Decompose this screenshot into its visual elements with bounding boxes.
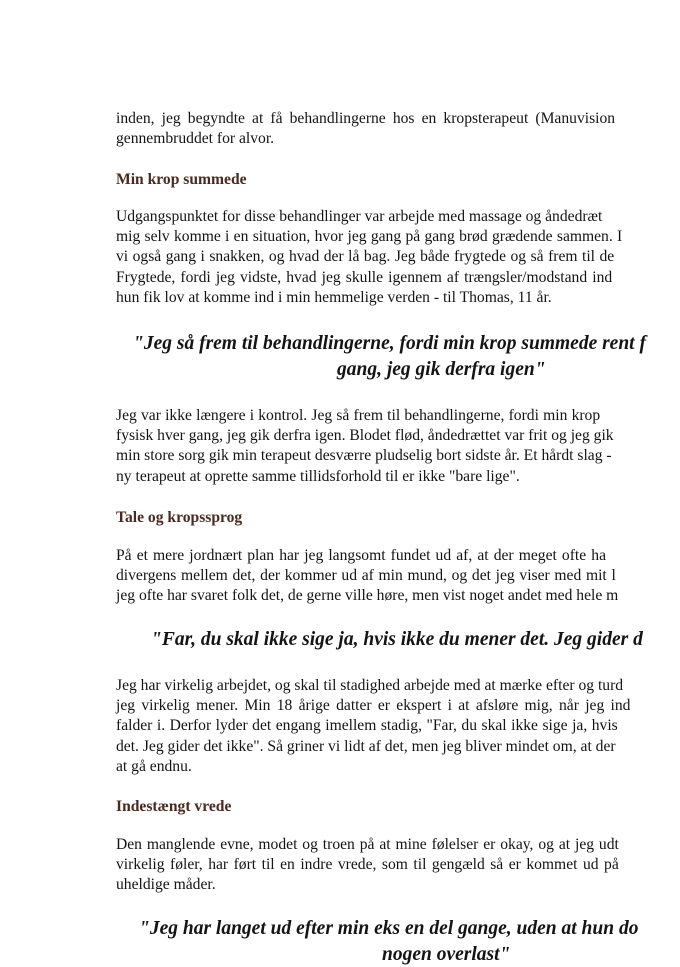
- paragraph-line: På et mere jordnært plan har jeg langsomt fundet ud af, at der meget ofte ha: [116, 547, 606, 564]
- pull-quote-line: nogen overlast": [382, 944, 511, 965]
- paragraph-line: at gå endnu.: [116, 757, 192, 775]
- paragraph-line: Frygtede, fordi jeg vidste, hvad jeg skulle igennem af trængsler/modstand ind: [116, 268, 613, 286]
- paragraph-line: Jeg var ikke længere i kontrol. Jeg så frem til behandlingerne, fordi min krop: [116, 407, 601, 424]
- section-heading: Tale og kropssprog: [116, 509, 243, 526]
- paragraph-line: min store sorg gik min terapeut desværre pludselig bort sidste år. Et hårdt slag -: [116, 447, 612, 465]
- paragraph-line: det. Jeg gider det ikke". Så griner vi lidt af det, men jeg bliver mindet om, at der: [116, 737, 616, 755]
- paragraph-line: Den manglende evne, modet og troen på at mine følelser er okay, og at jeg udt: [116, 836, 619, 853]
- pull-quote-line: gang, jeg gik derfra igen": [337, 359, 546, 380]
- pull-quote-line: "Far, du skal ikke sige ja, hvis ikke du mener det. Jeg gider d: [151, 629, 643, 650]
- paragraph-line: hun fik lov at komme ind i min hemmelige verden - til Thomas, 11 år.: [116, 288, 552, 306]
- paragraph-line: jeg virkelig mener. Min 18 årige datter er ekspert i at afsløre mig, når jeg ind: [116, 697, 631, 715]
- section-paragraph: [116, 406, 614, 487]
- paragraph-line: fysisk hver gang, jeg gik derfra igen. Blodet flød, åndedrættet var frit og jeg gik: [116, 427, 614, 445]
- paragraph-line: falder i. Derfor lyder det engang imellem stadig, "Far, du skal ikke sige ja, hvis: [116, 717, 618, 735]
- paragraph-line: virkelig føler, har ført til en indre vrede, som til gengæld så er kommet ud på: [116, 856, 619, 874]
- paragraph-line: vi også gang i snakken, og hvad der lå bag. Jeg både frygtede og så frem til de: [116, 248, 615, 266]
- paragraph-line: divergens mellem det, der kommer ud af min mund, og det jeg viser med mit l: [116, 567, 616, 585]
- section-heading: Indestængt vrede: [116, 798, 232, 815]
- paragraph-line: Udgangspunktet for disse behandlinger var arbejde med massage og åndedræt: [116, 208, 603, 225]
- paragraph-line: Jeg har virkelig arbejdet, og skal til stadighed arbejde med at mærke efter og turd: [116, 677, 624, 694]
- pull-quote-line: "Jeg har langet ud efter min eks en del gange, uden at hun do: [139, 918, 639, 939]
- section-paragraph: [116, 546, 618, 607]
- paragraph-line: ny terapeut at oprette samme tillidsforhold til er ikke "bare lige".: [116, 467, 520, 485]
- section-heading: Min krop summede: [116, 171, 247, 188]
- paragraph-line: uheldige måder.: [116, 876, 216, 894]
- section-paragraph: [116, 207, 622, 308]
- section-paragraph: [116, 835, 619, 896]
- pull-quote-line: "Jeg så frem til behandlingerne, fordi min krop summede rent f: [133, 333, 646, 354]
- paragraph-line: inden, jeg begyndte at få behandlingerne hos en kropsterapeut (Manuvision: [116, 110, 616, 127]
- paragraph-line: jeg ofte har svaret folk det, de gerne ville høre, men vist noget andet med hele m: [116, 587, 619, 605]
- intro-paragraph: [116, 109, 615, 149]
- paragraph-line: mig selv komme i en situation, hvor jeg gang på gang brød grædende sammen. I: [116, 228, 623, 246]
- section-paragraph: [116, 676, 630, 777]
- paragraph-line: gennembruddet for alvor.: [116, 130, 275, 148]
